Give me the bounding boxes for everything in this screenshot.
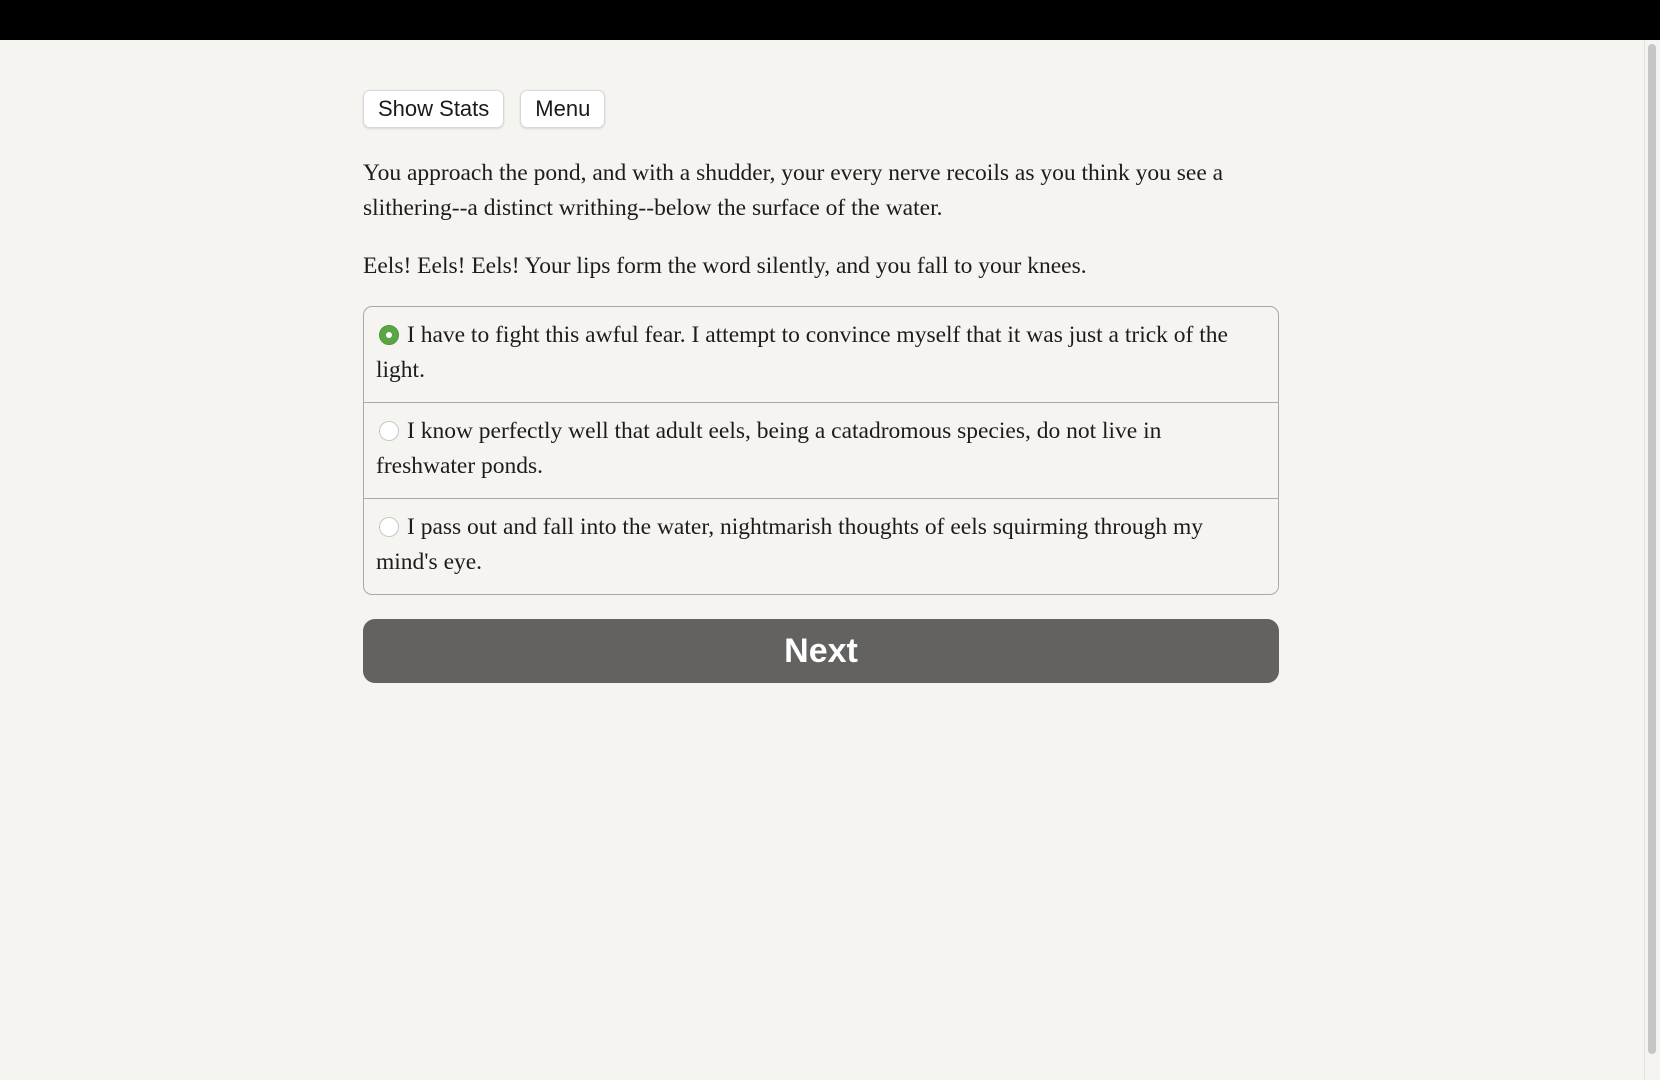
story-paragraph: You approach the pond, and with a shudder, your every nerve recoils as you think you see a slithering--a distinct writhing--below the surface of the water. xyxy=(363,160,1224,221)
radio-selected-icon[interactable] xyxy=(379,325,399,345)
toolbar xyxy=(363,90,1279,128)
story-paragraph: Eels! Eels! Eels! Your lips form the word silently, and you fall to your knees. xyxy=(363,253,1087,279)
choice-option-3[interactable] xyxy=(364,498,1278,594)
choice-list xyxy=(363,306,1279,595)
menu-button[interactable]: Menu xyxy=(520,90,605,128)
show-stats-button[interactable]: Show Stats xyxy=(363,90,504,128)
radio-unselected-icon[interactable] xyxy=(379,421,399,441)
choice-label: I pass out and fall into the water, nightmarish thoughts of eels squirming through my mind's eye. xyxy=(376,514,1203,575)
choice-label: I know perfectly well that adult eels, being a catadromous species, do not live in freshwater ponds. xyxy=(376,418,1162,479)
choice-option-2[interactable] xyxy=(364,402,1278,498)
game-content xyxy=(363,90,1279,683)
scrollbar-thumb[interactable] xyxy=(1648,44,1656,1054)
top-bar xyxy=(0,0,1660,40)
next-button[interactable]: Next xyxy=(363,619,1279,683)
choice-option-1[interactable] xyxy=(364,307,1278,402)
radio-unselected-icon[interactable] xyxy=(379,517,399,537)
choice-label: I have to fight this awful fear. I attempt to convince myself that it was just a trick of the light. xyxy=(376,322,1228,383)
